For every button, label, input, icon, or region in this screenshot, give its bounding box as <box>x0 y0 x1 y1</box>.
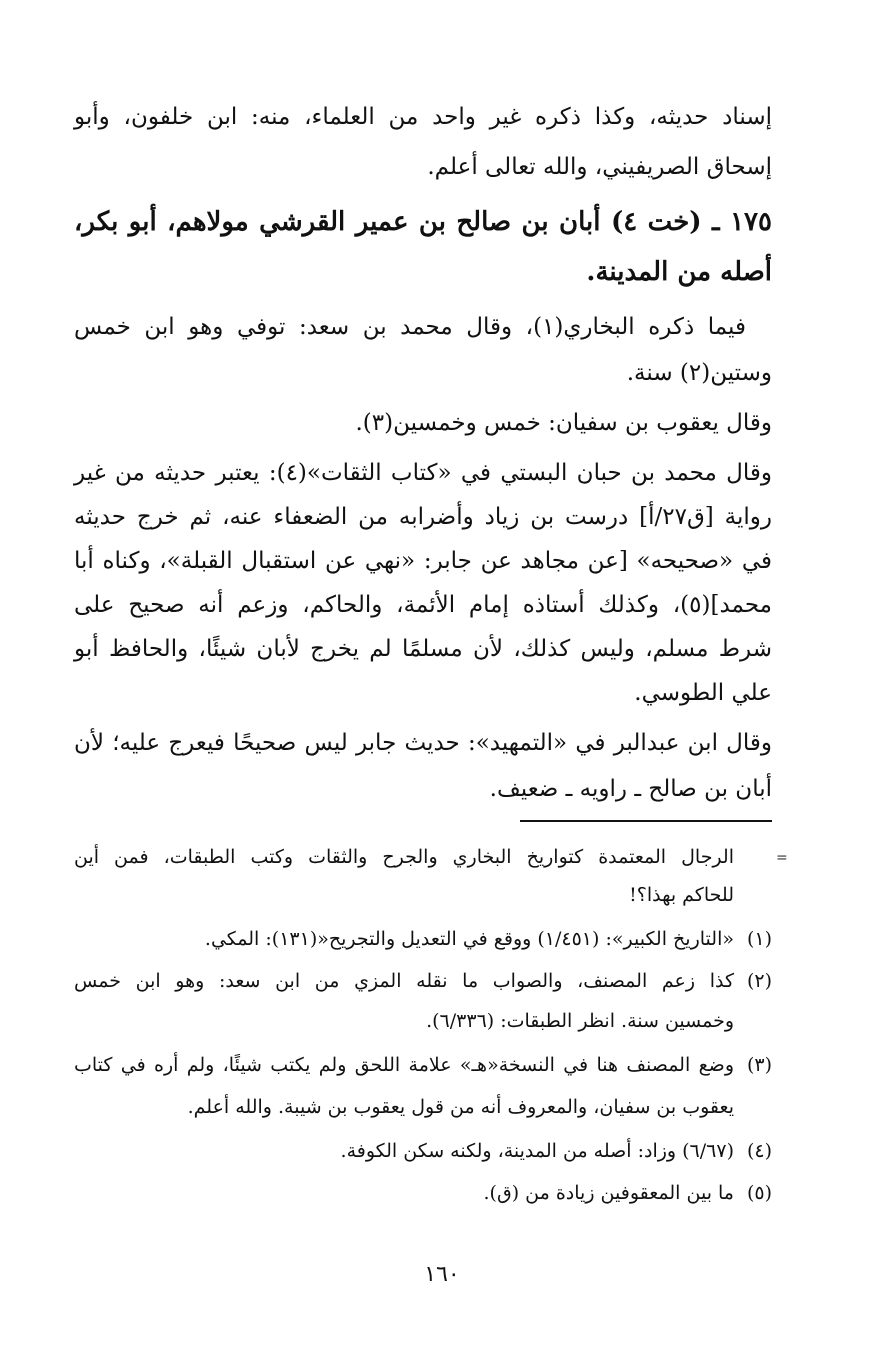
footnote-2 <box>74 966 772 996</box>
body-line: أبان بن صالح ـ راويه ـ ضعيف. <box>489 776 772 802</box>
body-line: محمد](٥)، وكذلك أستاذه إمام الأئمة، والحاكم، وزعم أنه صحيح على <box>74 592 772 618</box>
footnote-continuation-line: للحاكم بهذا؟! <box>629 884 734 906</box>
footnote-text: يعقوب بن سفيان، والمعروف أنه من قول يعقوب بن شيبة. والله أعلم. <box>187 1096 734 1118</box>
body-line: إسناد حديثه، وكذا ذكره غير واحد من العلماء، منه: ابن خلفون، وأبو <box>74 104 772 130</box>
body-line: في «صحيحه» [عن مجاهد عن جابر: «نهي عن استقبال القبلة»، وكناه أبا <box>74 548 772 574</box>
footnote-1 <box>74 924 772 954</box>
entry-heading: ١٧٥ ـ (خت ٤) أبان بن صالح بن عمير القرشي مولاهم، أبو بكر، <box>74 207 772 237</box>
body-line: وقال يعقوب بن سفيان: خمس وخمسين(٣). <box>355 410 772 436</box>
book-page <box>74 0 772 1357</box>
footnote-text: وخمسين سنة. انظر الطبقات: (٦/٣٣٦). <box>426 1010 734 1032</box>
footnote-continuation-mark: = <box>776 850 788 866</box>
body-line: رواية [ق٢٧/أ] درست بن زياد وأضرابه من الضعفاء عنه، ثم خرج حديثه <box>74 504 772 530</box>
footnote-number: (٥) <box>746 1182 772 1204</box>
footnote-number: (١) <box>746 928 772 950</box>
footnote-text: كذا زعم المصنف، والصواب ما نقله المزي من ابن سعد: وهو ابن خمس <box>74 970 734 992</box>
footnote-number: (٢) <box>746 970 772 992</box>
footnote-text: «التاريخ الكبير»: (١/٤٥١) ووقع في التعديل والتجريح«(١٣١): المكي. <box>204 928 734 950</box>
footnote-text: ما بين المعقوفين زيادة من (ق). <box>483 1182 734 1204</box>
body-line: وقال ابن عبدالبر في «التمهيد»: حديث جابر ليس صحيحًا فيعرج عليه؛ لأن <box>74 730 772 756</box>
body-line: علي الطوسي. <box>634 680 772 706</box>
body-line: فيما ذكره البخاري(١)، وقال محمد بن سعد: توفي وهو ابن خمس <box>74 314 746 340</box>
footnote-text: (٦/٦٧) وزاد: أصله من المدينة، ولكنه سكن الكوفة. <box>340 1140 734 1162</box>
footnote-3 <box>74 1050 772 1080</box>
body-line: إسحاق الصريفيني، والله تعالى أعلم. <box>427 154 772 180</box>
page-number: ١٦٠ <box>424 1262 460 1287</box>
body-line: وقال محمد بن حبان البستي في «كتاب الثقات»(٤): يعتبر حديثه من غير <box>74 460 772 486</box>
footnote-continuation-line: الرجال المعتمدة كتواريخ البخاري والجرح والثقات وكتب الطبقات، فمن أين <box>74 846 734 868</box>
footnote-text: وضع المصنف هنا في النسخة«هـ» علامة اللحق ولم يكتب شيئًا، ولم أره في كتاب <box>74 1054 734 1076</box>
entry-heading: أصله من المدينة. <box>586 257 772 287</box>
footnote-separator <box>520 820 772 822</box>
body-line: شرط مسلم، وليس كذلك، لأن مسلمًا لم يخرج لأبان شيئًا، والحافظ أبو <box>74 636 772 662</box>
footnote-number: (٤) <box>746 1140 772 1162</box>
body-line: وستين(٢) سنة. <box>626 360 772 386</box>
footnote-4 <box>74 1136 772 1166</box>
footnote-number: (٣) <box>746 1054 772 1076</box>
footnote-5 <box>74 1178 772 1208</box>
